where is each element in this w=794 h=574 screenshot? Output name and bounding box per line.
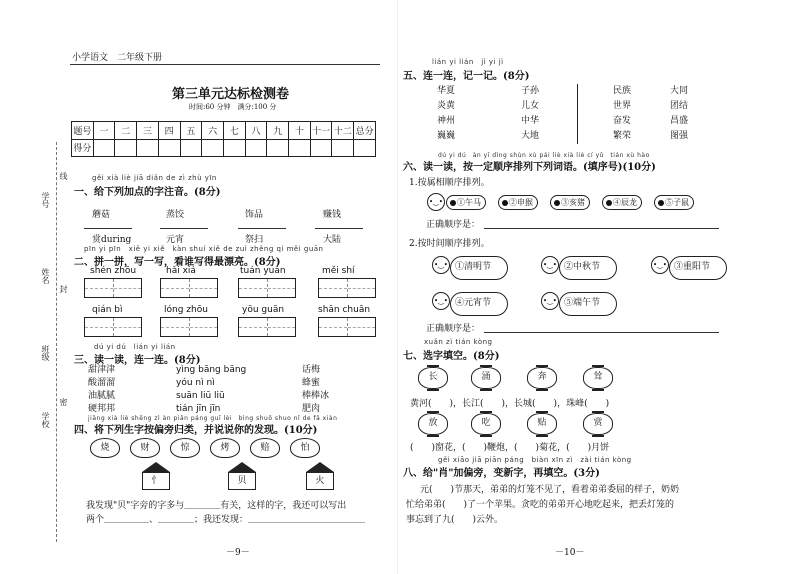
q8-line-2[interactable]: 忙给弟弟( )了一个苹果。贪吃的弟弟开心地吃起来，把丢灯笼的 — [406, 500, 675, 510]
q7-title: 七、选字填空。(8分) — [403, 351, 500, 362]
q1-word: 饰品 — [245, 210, 264, 220]
margin-cut-seal: 封 — [59, 285, 68, 293]
q7-lantern: 赏 — [583, 413, 613, 435]
score-header-cell: 二 — [115, 122, 137, 140]
q5-item[interactable]: 民族 — [613, 86, 632, 96]
margin-cut-line: 线 — [59, 172, 68, 180]
q7-fill-line-2[interactable]: ( )窗花，( )鞭炮，( )菊花，( )月饼 — [410, 443, 610, 453]
q4-pinyin: jiāng xià liè shēng zì àn piān páng guī lèi bìng shuō shuo nǐ de fā xiàn — [88, 415, 338, 422]
q1-pinyin: gěi xià liè jiā diǎn de zì zhù yīn — [92, 174, 217, 182]
q6-answer-line-1[interactable] — [484, 228, 719, 229]
q2-writing-grid[interactable] — [238, 317, 296, 337]
chick-icon: •‿• — [651, 256, 669, 274]
exam-meta: 时间:60 分钟 满分:100 分 — [189, 103, 277, 111]
q3-mid-column — [176, 364, 246, 416]
q5-col4 — [670, 84, 688, 144]
q1-answer-line[interactable] — [238, 228, 286, 229]
q8-line-3[interactable]: 事忘到了九( )云外。 — [406, 515, 504, 525]
q2-pinyin-word: lóng zhōu — [164, 305, 208, 315]
score-cell[interactable] — [158, 139, 180, 157]
score-cell[interactable] — [354, 139, 376, 157]
q7-lantern: 涌 — [471, 367, 501, 389]
q4-apple: 烤 — [210, 438, 240, 458]
q5-item[interactable]: 世界 — [613, 101, 632, 111]
q4-title: 四、将下列生字按偏旁归类，并说说你的发现。(10分) — [74, 425, 318, 436]
q4-house[interactable] — [306, 462, 334, 490]
q1-word: 赚钱 — [323, 210, 342, 220]
margin-label-name: 姓名 — [41, 268, 50, 284]
q1-word: 大陆 — [323, 235, 342, 245]
q3-right-item[interactable]: 蜂蜜 — [302, 378, 321, 388]
q3-title: 三、读一读，连一连。(8分) — [74, 355, 201, 366]
q5-item[interactable]: 子孙 — [521, 86, 540, 96]
q5-item[interactable]: 图强 — [670, 131, 689, 141]
score-header-cell: 六 — [202, 122, 224, 140]
margin-label-id: 学号 — [41, 192, 50, 208]
q2-pinyin-word: měi shí — [322, 266, 355, 276]
q3-right-item[interactable]: 肥肉 — [302, 404, 321, 414]
margin-label-school: 学校 — [41, 412, 50, 428]
q8-line-1[interactable]: 元( )节那天，弟弟的灯笼不见了，看着弟弟委屈的样子，奶奶 — [420, 485, 680, 495]
q7-pinyin: xuǎn zì tián kòng — [424, 338, 493, 346]
q5-item[interactable]: 团结 — [670, 101, 689, 111]
q2-pinyin-word: shén zhōu — [90, 266, 137, 276]
score-header-cell: 一 — [93, 122, 115, 140]
q5-divider — [577, 84, 578, 144]
q3-right-item[interactable]: 话梅 — [302, 365, 321, 375]
q8-pinyin: gěi xiāo jiā piān páng biàn xīn zì zài tián kòng — [438, 456, 632, 464]
chick-icon: •‿• — [432, 256, 450, 274]
q5-pinyin: lián yi lián jì yi jì — [432, 58, 504, 66]
page-divider — [397, 0, 398, 574]
q2-writing-grid[interactable] — [160, 278, 218, 298]
q4-apple: 烧 — [90, 438, 120, 458]
q4-discovery-line1[interactable]: 我发现"贝"字旁的字多与＿＿＿＿有关，这样的字，我还可以写出 — [86, 501, 347, 511]
q4-discovery-line2[interactable]: 两个＿＿＿＿＿、＿＿＿＿；我还发现：＿＿＿＿＿＿＿＿＿＿＿＿＿ — [86, 515, 366, 525]
score-cell[interactable] — [137, 139, 159, 157]
q4-house[interactable] — [142, 462, 170, 490]
score-header-cell: 七 — [223, 122, 245, 140]
q7-lantern: 放 — [418, 413, 448, 435]
score-row-label: 得分 — [72, 139, 94, 157]
q5-item[interactable]: 炎黄 — [437, 101, 456, 111]
q1-word: 蘑菇 — [92, 210, 111, 220]
q4-house[interactable] — [228, 462, 256, 490]
q5-item[interactable]: 大地 — [521, 131, 540, 141]
q6-pinyin: dú yi dú àn yī dìng shùn xù pái liè xià liè cí yǔ tián xù hào — [438, 152, 650, 159]
q2-pinyin-word: tuán yuán — [240, 266, 286, 276]
q3-mid-item[interactable]: tián jīn jīn — [176, 404, 221, 414]
q1-title: 一、给下列加点的字注音。(8分) — [74, 187, 221, 198]
zodiac-label: ⑤子鼠 — [665, 198, 689, 207]
q3-left-item[interactable]: 甜津津 — [88, 365, 116, 375]
q2-pinyin-word: shān chuān — [318, 305, 371, 315]
q3-mid-item[interactable]: yìng bāng bāng — [176, 365, 247, 375]
q5-col2 — [521, 84, 539, 144]
q2-title: 二、拼一拼，写一写，看谁写得最漂亮。(8分) — [74, 257, 281, 268]
zodiac-label: ③亥猪 — [561, 198, 585, 207]
q1-answer-line[interactable] — [84, 228, 132, 229]
q6-subtitle-1: 1.按属相顺序排列。 — [409, 178, 490, 188]
header-rule — [70, 64, 380, 65]
q5-item[interactable]: 巍巍 — [437, 131, 456, 141]
chick-icon: •‿• — [541, 292, 559, 310]
q3-mid-item[interactable]: yóu nì nì — [176, 378, 215, 388]
q6-answer-line-2[interactable] — [484, 332, 719, 333]
q2-pinyin-word: yōu guān — [242, 305, 285, 315]
margin-label-class: 班级 — [41, 345, 50, 361]
q8-title: 八、给"肖"加偏旁，变新字，再填空。(3分) — [403, 468, 600, 479]
score-cell[interactable] — [289, 139, 311, 157]
q2-pinyin: pīn yi pīn xiě yi xiě kàn shuí xiě de zuì zhěng qí měi guān — [84, 245, 324, 253]
q1-word: 蒸饺 — [166, 210, 185, 220]
q7-lantern: 贴 — [527, 413, 557, 435]
q4-apple: 怕 — [290, 438, 320, 458]
score-header-cell: 四 — [158, 122, 180, 140]
q6-festival-item[interactable]: ③重阳节 — [669, 256, 727, 280]
book-header: 小学语文 二年级下册 — [72, 53, 163, 63]
q5-item[interactable]: 中华 — [521, 116, 540, 126]
q5-title: 五、连一连，记一记。(8分) — [403, 71, 530, 82]
chick-icon: •‿• — [432, 292, 450, 310]
q6-subtitle-2: 2.按时间顺序排列。 — [409, 239, 490, 249]
zodiac-label: ②申猴 — [509, 198, 533, 207]
page-number-left: －9－ — [226, 548, 250, 558]
q6-title: 六、读一读，按一定顺序排列下列词语。(填序号)(10分) — [403, 162, 656, 173]
q2-writing-grid[interactable] — [238, 278, 296, 298]
q6-festival-item[interactable]: ②中秋节 — [559, 256, 617, 280]
q3-left-item[interactable]: 硬邦邦 — [88, 404, 116, 414]
q7-lantern: 耸 — [583, 367, 613, 389]
score-cell[interactable] — [93, 139, 115, 157]
q2-writing-grid[interactable] — [318, 317, 376, 337]
score-header-cell: 十一 — [310, 122, 332, 140]
q6-festival-item[interactable]: ①清明节 — [450, 256, 508, 280]
q3-left-item[interactable]: 油腻腻 — [88, 391, 116, 401]
score-cell[interactable] — [180, 139, 202, 157]
q7-fill-line-1[interactable]: 黄河( )，长江( )，长城( )，珠峰( ) — [410, 399, 610, 409]
q5-item[interactable]: 神州 — [437, 116, 456, 126]
score-header-cell: 总分 — [354, 122, 376, 140]
q5-item[interactable]: 儿女 — [521, 101, 540, 111]
score-header-cell: 题号 — [72, 122, 94, 140]
q5-col1 — [437, 84, 455, 144]
zodiac-label: ①午马 — [457, 198, 481, 207]
q1-answer-line[interactable] — [160, 228, 208, 229]
q1-word: 赏during — [92, 235, 132, 245]
score-cell[interactable] — [115, 139, 137, 157]
q5-item[interactable]: 奋发 — [613, 116, 632, 126]
q3-right-column — [302, 364, 329, 416]
score-header-cell: 五 — [180, 122, 202, 140]
q6-zodiac-item[interactable] — [446, 195, 486, 210]
q3-right-item[interactable]: 棒棒冰 — [302, 391, 330, 401]
score-header-cell: 九 — [267, 122, 289, 140]
q4-apple: 惊 — [170, 438, 200, 458]
score-header-cell: 三 — [137, 122, 159, 140]
q1-word: 祭扫 — [245, 235, 264, 245]
q5-item[interactable]: 大同 — [670, 86, 689, 96]
q6-zodiac-item[interactable] — [602, 195, 642, 210]
score-header-cell: 十二 — [332, 122, 354, 140]
score-header-row — [72, 122, 376, 140]
house-radical: 贝 — [228, 472, 256, 490]
q3-left-column — [88, 364, 115, 416]
zodiac-label: ④辰龙 — [613, 198, 637, 207]
score-table — [71, 121, 376, 157]
q6-festival-item[interactable]: ④元宵节 — [450, 292, 508, 316]
exam-title: 第三单元达标检测卷 — [172, 87, 290, 102]
score-header-cell: 八 — [245, 122, 267, 140]
q7-lantern: 奔 — [527, 367, 557, 389]
q2-writing-grid[interactable] — [318, 278, 376, 298]
q2-writing-grid[interactable] — [160, 317, 218, 337]
q5-item[interactable]: 繁荣 — [613, 131, 632, 141]
q3-pinyin: dú yi dú lián yi lián — [94, 343, 176, 351]
q4-apple: 赔 — [250, 438, 280, 458]
q5-col3 — [613, 84, 631, 144]
q6-festival-item[interactable]: ⑤端午节 — [559, 292, 617, 316]
score-cell[interactable] — [202, 139, 224, 157]
house-radical: 忄 — [142, 472, 170, 490]
q2-writing-grid[interactable] — [84, 317, 142, 337]
binding-line — [56, 142, 57, 542]
score-value-row — [72, 139, 376, 157]
score-cell[interactable] — [223, 139, 245, 157]
q2-pinyin-word: qián bì — [92, 305, 123, 315]
q6-zodiac-item[interactable] — [654, 195, 694, 210]
chick-icon: •‿• — [541, 256, 559, 274]
q5-item[interactable]: 昌盛 — [670, 116, 689, 126]
q7-lantern: 吃 — [471, 413, 501, 435]
q3-left-item[interactable]: 酸溜溜 — [88, 378, 116, 388]
q1-answer-line[interactable] — [315, 228, 363, 229]
score-cell[interactable] — [332, 139, 354, 157]
q2-writing-grid[interactable] — [84, 278, 142, 298]
q2-pinyin-word: hǎi xiá — [166, 266, 196, 276]
q1-word: 元宵 — [166, 235, 185, 245]
q6-zodiac-item[interactable] — [498, 195, 538, 210]
score-cell[interactable] — [267, 139, 289, 157]
q5-item[interactable]: 华夏 — [437, 86, 456, 96]
house-radical: 火 — [306, 472, 334, 490]
score-header-cell: 十 — [289, 122, 311, 140]
chick-icon: •‿• — [427, 193, 445, 211]
q7-lantern: 长 — [418, 367, 448, 389]
q3-mid-item[interactable]: suān liū liū — [176, 391, 225, 401]
q6-zodiac-item[interactable] — [550, 195, 590, 210]
score-cell[interactable] — [245, 139, 267, 157]
margin-cut-secret: 密 — [59, 398, 68, 406]
q4-apple: 财 — [130, 438, 160, 458]
page-number-right: －10－ — [555, 548, 585, 558]
score-cell[interactable] — [310, 139, 332, 157]
q6-answer-label-1: 正确顺序是： — [426, 220, 481, 230]
q6-answer-label-2: 正确顺序是： — [426, 324, 481, 334]
